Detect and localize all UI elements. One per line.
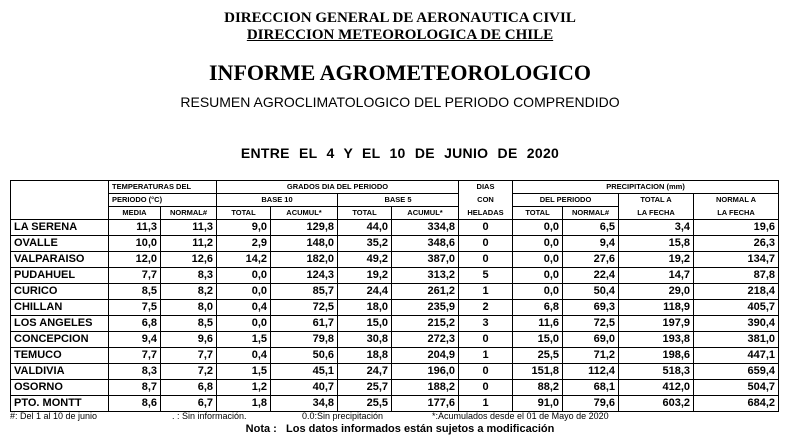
temp-normal-cell: 8,0 bbox=[161, 300, 217, 316]
b5-total-cell: 19,2 bbox=[338, 268, 392, 284]
table-row bbox=[11, 316, 779, 332]
b5-total-cell: 24,7 bbox=[338, 364, 392, 380]
b5-acumul-cell: 177,6 bbox=[392, 396, 459, 412]
temp-normal-cell: 8,3 bbox=[161, 268, 217, 284]
normal-to-date-cell: 447,1 bbox=[694, 348, 779, 364]
b5-total-cell: 35,2 bbox=[338, 236, 392, 252]
temp-header-2: PERIODO (°C) bbox=[109, 194, 217, 207]
b10-total-cell: 0,0 bbox=[217, 284, 271, 300]
table-row bbox=[11, 364, 779, 380]
b5-acumul-cell: 387,0 bbox=[392, 252, 459, 268]
note-text: Los datos informados están sujetos a modificación bbox=[286, 423, 555, 435]
total-to-date-cell: 19,2 bbox=[619, 252, 694, 268]
b5-acumul-cell: 313,2 bbox=[392, 268, 459, 284]
frost-days-cell: 0 bbox=[459, 220, 513, 236]
base10-header: BASE 10 bbox=[217, 194, 338, 207]
station-cell: CURICO bbox=[11, 284, 109, 300]
precip-total-cell: 0,0 bbox=[513, 220, 563, 236]
header-line-2-text: DIRECCION METEOROLOGICA DE CHILE bbox=[246, 27, 554, 43]
table-row bbox=[11, 252, 779, 268]
frost-days-cell: 0 bbox=[459, 380, 513, 396]
b5-total-cell: 18,8 bbox=[338, 348, 392, 364]
b10-total-cell: 1,5 bbox=[217, 332, 271, 348]
b5-total-cell: 25,7 bbox=[338, 380, 392, 396]
temp-media-cell: 8,3 bbox=[109, 364, 161, 380]
precip-normal-cell: 27,6 bbox=[563, 252, 619, 268]
normal-to-date-cell: 218,4 bbox=[694, 284, 779, 300]
precip-total-header: TOTAL bbox=[513, 207, 563, 220]
b10-total-cell: 0,4 bbox=[217, 300, 271, 316]
precip-normal-cell: 68,1 bbox=[563, 380, 619, 396]
b5-acumul-cell: 215,2 bbox=[392, 316, 459, 332]
normal-to-date-cell: 504,7 bbox=[694, 380, 779, 396]
normal-to-date-cell: 26,3 bbox=[694, 236, 779, 252]
base5-header: BASE 5 bbox=[338, 194, 459, 207]
station-header-cell-2 bbox=[11, 194, 109, 207]
degree-days-header: GRADOS DIA DEL PERIODO bbox=[217, 181, 459, 194]
frost-header-2: CON bbox=[459, 194, 513, 207]
table-row bbox=[11, 348, 779, 364]
table-row bbox=[11, 380, 779, 396]
temp-media-cell: 12,0 bbox=[109, 252, 161, 268]
b10-acumul-cell: 34,8 bbox=[271, 396, 338, 412]
table-body bbox=[11, 220, 779, 412]
b10-acumul-cell: 85,7 bbox=[271, 284, 338, 300]
b5-acumul-cell: 188,2 bbox=[392, 380, 459, 396]
frost-header-3: HELADAS bbox=[459, 207, 513, 220]
disclaimer-note bbox=[0, 423, 800, 435]
normal-to-date-header-1: NORMAL A bbox=[694, 194, 779, 207]
normal-to-date-cell: 405,7 bbox=[694, 300, 779, 316]
normal-to-date-cell: 87,8 bbox=[694, 268, 779, 284]
temp-media-cell: 6,8 bbox=[109, 316, 161, 332]
temp-media-cell: 7,7 bbox=[109, 348, 161, 364]
temp-media-cell: 8,6 bbox=[109, 396, 161, 412]
precip-normal-cell: 6,5 bbox=[563, 220, 619, 236]
frost-days-cell: 0 bbox=[459, 252, 513, 268]
b5-acumul-cell: 261,2 bbox=[392, 284, 459, 300]
total-to-date-cell: 603,2 bbox=[619, 396, 694, 412]
total-to-date-cell: 118,9 bbox=[619, 300, 694, 316]
precip-total-cell: 0,0 bbox=[513, 236, 563, 252]
station-cell: CONCEPCION bbox=[11, 332, 109, 348]
precip-normal-cell: 22,4 bbox=[563, 268, 619, 284]
temp-normal-cell: 6,8 bbox=[161, 380, 217, 396]
b5-total-cell: 30,8 bbox=[338, 332, 392, 348]
precip-total-cell: 11,6 bbox=[513, 316, 563, 332]
temp-normal-cell: 9,6 bbox=[161, 332, 217, 348]
precip-normal-cell: 72,5 bbox=[563, 316, 619, 332]
temp-normal-cell: 12,6 bbox=[161, 252, 217, 268]
temp-media-cell: 10,0 bbox=[109, 236, 161, 252]
report-subtitle: RESUMEN AGROCLIMATOLOGICO DEL PERIODO COMPRENDIDO bbox=[180, 94, 620, 110]
b10-acumul-cell: 45,1 bbox=[271, 364, 338, 380]
precip-header: PRECIPITACION (mm) bbox=[513, 181, 779, 194]
frost-days-cell: 1 bbox=[459, 396, 513, 412]
precip-total-cell: 0,0 bbox=[513, 268, 563, 284]
table-row bbox=[11, 236, 779, 252]
precip-normal-cell: 50,4 bbox=[563, 284, 619, 300]
normal-to-date-header-2: LA FECHA bbox=[694, 207, 779, 220]
table-row bbox=[11, 220, 779, 236]
b10-total-cell: 2,9 bbox=[217, 236, 271, 252]
frost-days-cell: 3 bbox=[459, 316, 513, 332]
b5-acumul-cell: 348,6 bbox=[392, 236, 459, 252]
b10-acumul-cell: 79,8 bbox=[271, 332, 338, 348]
footnote-accumulated: *:Acumulados desde el 01 de Mayo de 2020 bbox=[432, 411, 609, 421]
media-header: MEDIA bbox=[109, 207, 161, 220]
b5-acumul-header: ACUMUL* bbox=[392, 207, 459, 220]
b5-total-header: TOTAL bbox=[338, 207, 392, 220]
b10-acumul-cell: 148,0 bbox=[271, 236, 338, 252]
footnote-no-precip: 0.0:Sin precipitación bbox=[302, 411, 384, 421]
temp-media-cell: 9,4 bbox=[109, 332, 161, 348]
frost-days-cell: 0 bbox=[459, 364, 513, 380]
total-to-date-cell: 198,6 bbox=[619, 348, 694, 364]
precip-normal-cell: 112,4 bbox=[563, 364, 619, 380]
b5-acumul-cell: 334,8 bbox=[392, 220, 459, 236]
station-cell: CHILLAN bbox=[11, 300, 109, 316]
precip-total-cell: 0,0 bbox=[513, 252, 563, 268]
precip-normal-header: NORMAL# bbox=[563, 207, 619, 220]
precip-total-cell: 91,0 bbox=[513, 396, 563, 412]
frost-days-cell: 2 bbox=[459, 300, 513, 316]
b5-total-cell: 24,4 bbox=[338, 284, 392, 300]
total-to-date-header-2: LA FECHA bbox=[619, 207, 694, 220]
station-cell: OVALLE bbox=[11, 236, 109, 252]
normal-to-date-cell: 381,0 bbox=[694, 332, 779, 348]
temp-normal-cell: 7,7 bbox=[161, 348, 217, 364]
total-to-date-cell: 518,3 bbox=[619, 364, 694, 380]
frost-days-cell: 5 bbox=[459, 268, 513, 284]
station-cell: TEMUCO bbox=[11, 348, 109, 364]
note-label: Nota : bbox=[245, 423, 277, 435]
precip-period-header: DEL PERIODO bbox=[513, 194, 619, 207]
table-row bbox=[11, 332, 779, 348]
temp-header-1: TEMPERATURAS DEL bbox=[109, 181, 217, 194]
station-cell: VALPARAISO bbox=[11, 252, 109, 268]
temp-media-cell: 7,7 bbox=[109, 268, 161, 284]
b10-acumul-cell: 72,5 bbox=[271, 300, 338, 316]
station-cell: PUDAHUEL bbox=[11, 268, 109, 284]
temp-normal-cell: 11,3 bbox=[161, 220, 217, 236]
table-row bbox=[11, 300, 779, 316]
precip-total-cell: 15,0 bbox=[513, 332, 563, 348]
station-cell: VALDIVIA bbox=[11, 364, 109, 380]
total-to-date-cell: 15,8 bbox=[619, 236, 694, 252]
frost-days-cell: 1 bbox=[459, 284, 513, 300]
frost-days-cell: 0 bbox=[459, 332, 513, 348]
precip-normal-cell: 9,4 bbox=[563, 236, 619, 252]
b10-total-cell: 1,2 bbox=[217, 380, 271, 396]
b10-total-cell: 1,5 bbox=[217, 364, 271, 380]
total-to-date-cell: 193,8 bbox=[619, 332, 694, 348]
normal-to-date-cell: 134,7 bbox=[694, 252, 779, 268]
total-to-date-header-1: TOTAL A bbox=[619, 194, 694, 207]
footnote-normal: #: Del 1 al 10 de junio bbox=[10, 411, 98, 421]
frost-days-cell: 1 bbox=[459, 348, 513, 364]
b5-total-cell: 49,2 bbox=[338, 252, 392, 268]
report-title: INFORME AGROMETEOROLOGICO bbox=[209, 60, 591, 85]
b10-total-cell: 0,4 bbox=[217, 348, 271, 364]
precip-normal-cell: 69,0 bbox=[563, 332, 619, 348]
b5-acumul-cell: 204,9 bbox=[392, 348, 459, 364]
header-line-2 bbox=[0, 27, 800, 44]
b5-acumul-cell: 272,3 bbox=[392, 332, 459, 348]
total-to-date-cell: 412,0 bbox=[619, 380, 694, 396]
precip-total-cell: 151,8 bbox=[513, 364, 563, 380]
precip-total-cell: 88,2 bbox=[513, 380, 563, 396]
temp-media-cell: 8,5 bbox=[109, 284, 161, 300]
b10-total-cell: 1,8 bbox=[217, 396, 271, 412]
b10-acumul-cell: 124,3 bbox=[271, 268, 338, 284]
b10-total-cell: 0,0 bbox=[217, 268, 271, 284]
temp-normal-cell: 8,2 bbox=[161, 284, 217, 300]
frost-header-1: DIAS bbox=[459, 181, 513, 194]
total-to-date-cell: 14,7 bbox=[619, 268, 694, 284]
temp-media-cell: 7,5 bbox=[109, 300, 161, 316]
temp-normal-cell: 6,7 bbox=[161, 396, 217, 412]
station-cell: OSORNO bbox=[11, 380, 109, 396]
b5-total-cell: 44,0 bbox=[338, 220, 392, 236]
b10-total-cell: 14,2 bbox=[217, 252, 271, 268]
total-to-date-cell: 197,9 bbox=[619, 316, 694, 332]
header-line-1: DIRECCION GENERAL DE AERONAUTICA CIVIL bbox=[224, 10, 576, 26]
normal-to-date-cell: 684,2 bbox=[694, 396, 779, 412]
total-to-date-cell: 29,0 bbox=[619, 284, 694, 300]
precip-normal-cell: 79,6 bbox=[563, 396, 619, 412]
temp-normal-cell: 11,2 bbox=[161, 236, 217, 252]
precip-normal-cell: 71,2 bbox=[563, 348, 619, 364]
normal-to-date-cell: 659,4 bbox=[694, 364, 779, 380]
b5-acumul-cell: 235,9 bbox=[392, 300, 459, 316]
b10-acumul-cell: 129,8 bbox=[271, 220, 338, 236]
b10-total-cell: 0,0 bbox=[217, 316, 271, 332]
station-header-cell-3 bbox=[11, 207, 109, 220]
table-row bbox=[11, 284, 779, 300]
station-cell: LOS ANGELES bbox=[11, 316, 109, 332]
report-period: ENTRE EL 4 Y EL 10 DE JUNIO DE 2020 bbox=[240, 145, 560, 161]
temp-normal-header: NORMAL# bbox=[161, 207, 217, 220]
agro-table bbox=[10, 180, 779, 412]
table-row bbox=[11, 268, 779, 284]
temp-media-cell: 8,7 bbox=[109, 380, 161, 396]
precip-total-cell: 25,5 bbox=[513, 348, 563, 364]
b10-acumul-cell: 182,0 bbox=[271, 252, 338, 268]
b5-total-cell: 25,5 bbox=[338, 396, 392, 412]
b5-acumul-cell: 196,0 bbox=[392, 364, 459, 380]
b5-total-cell: 15,0 bbox=[338, 316, 392, 332]
total-to-date-cell: 3,4 bbox=[619, 220, 694, 236]
station-header-cell bbox=[11, 181, 109, 194]
table-row bbox=[11, 396, 779, 412]
b10-total-cell: 9,0 bbox=[217, 220, 271, 236]
frost-days-cell: 0 bbox=[459, 236, 513, 252]
temp-normal-cell: 7,2 bbox=[161, 364, 217, 380]
b10-acumul-cell: 61,7 bbox=[271, 316, 338, 332]
footnote-no-info: . : Sin información. bbox=[172, 411, 247, 421]
temp-normal-cell: 8,5 bbox=[161, 316, 217, 332]
b10-acumul-cell: 50,6 bbox=[271, 348, 338, 364]
b10-total-header: TOTAL bbox=[217, 207, 271, 220]
b10-acumul-cell: 40,7 bbox=[271, 380, 338, 396]
precip-total-cell: 6,8 bbox=[513, 300, 563, 316]
b10-acumul-header: ACUMUL* bbox=[271, 207, 338, 220]
station-cell: LA SERENA bbox=[11, 220, 109, 236]
normal-to-date-cell: 390,4 bbox=[694, 316, 779, 332]
normal-to-date-cell: 19,6 bbox=[694, 220, 779, 236]
station-cell: PTO. MONTT bbox=[11, 396, 109, 412]
precip-normal-cell: 69,3 bbox=[563, 300, 619, 316]
temp-media-cell: 11,3 bbox=[109, 220, 161, 236]
b5-total-cell: 18,0 bbox=[338, 300, 392, 316]
precip-total-cell: 0,0 bbox=[513, 284, 563, 300]
